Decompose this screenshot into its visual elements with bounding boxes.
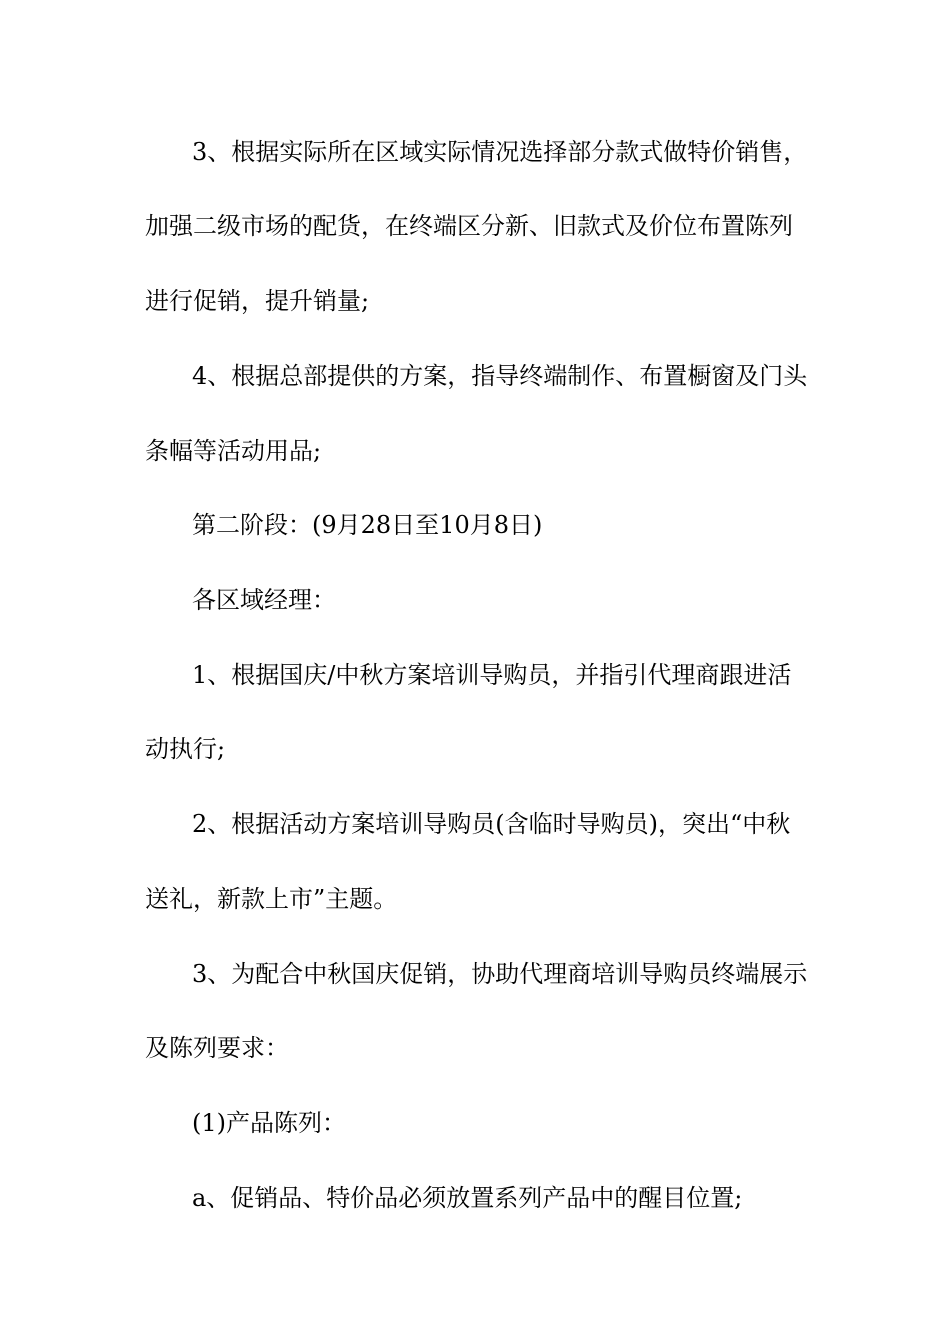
paragraph-line: 进行促销，提升销量; (145, 287, 370, 315)
paragraph-line: 条幅等活动用品; (145, 437, 322, 465)
paragraph-line: 3、为配合中秋国庆促销，协助代理商培训导购员终端展示 (192, 960, 808, 988)
paragraph-line: 送礼，新款上市”主题。 (145, 885, 398, 913)
paragraph-line: 1、根据国庆/中秋方案培训导购员，并指引代理商跟进活 (192, 661, 792, 689)
section-subheading: 各区域经理： (192, 586, 336, 614)
section-heading: 第二阶段：(9月28日至10月8日) (192, 511, 543, 539)
paragraph-line: 3、根据实际所在区域实际情况选择部分款式做特价销售， (192, 138, 808, 166)
paragraph-line: 动执行; (145, 735, 226, 763)
list-heading: (1)产品陈列： (192, 1109, 346, 1137)
paragraph-line: 4、根据总部提供的方案，指导终端制作、布置橱窗及门头 (192, 362, 808, 390)
list-item: a、促销品、特价品必须放置系列产品中的醒目位置; (192, 1184, 743, 1212)
paragraph-line: 加强二级市场的配货，在终端区分新、旧款式及价位布置陈列 (145, 212, 793, 240)
paragraph-line: 及陈列要求： (145, 1034, 289, 1062)
paragraph-line: 2、根据活动方案培训导购员(含临时导购员)，突出“中秋 (192, 810, 791, 838)
